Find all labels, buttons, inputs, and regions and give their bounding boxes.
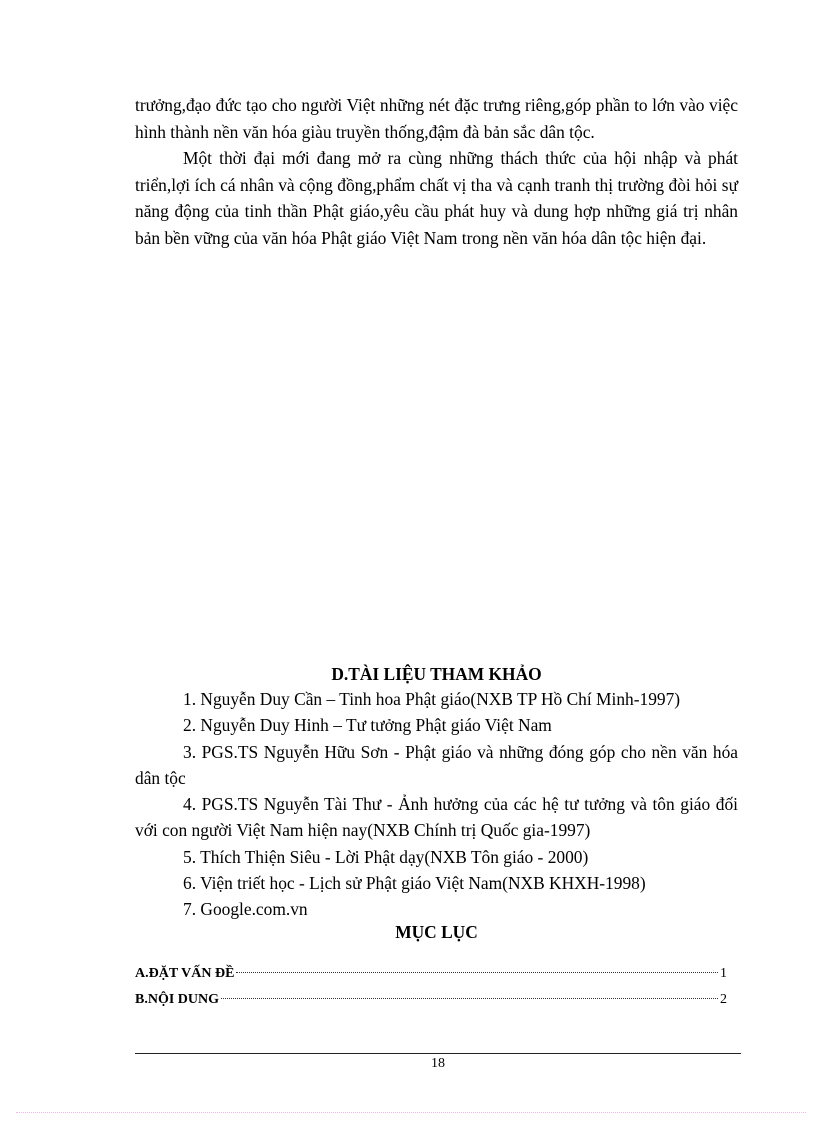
reference-item-7: 7. Google.com.vn	[183, 899, 308, 920]
toc-heading: MỤC LỤC	[395, 922, 478, 942]
toc-entry-label: B.NỘI DUNG	[135, 992, 220, 1007]
paragraph-1: trưởng,đạo đức tạo cho người Việt những nét đặc trưng riêng,góp phần to lớn vào việc hình thành nền văn hóa giàu truyền thống,đậm đà bản sắc dân tộc.	[135, 95, 738, 142]
footer-divider	[135, 1053, 741, 1054]
references-list	[135, 686, 738, 923]
toc-entry-dat-van-de[interactable]	[135, 963, 727, 989]
page-boundary-line	[16, 1112, 806, 1113]
toc-entry-page: 1	[720, 966, 727, 981]
reference-item-5: 5. Thích Thiện Siêu - Lời Phật dạy(NXB Tôn giáo - 2000)	[183, 846, 589, 867]
table-of-contents	[135, 963, 727, 1015]
reference-item-1: 1. Nguyễn Duy Cần – Tinh hoa Phật giáo(NXB TP Hồ Chí Minh-1997)	[183, 689, 681, 709]
reference-item-3: 3. PGS.TS Nguyễn Hữu Sơn - Phật giáo và những đóng góp cho nền văn hóa dân tộc	[135, 741, 738, 788]
toc-entry-noi-dung[interactable]	[135, 989, 727, 1015]
page-number: 18	[431, 1056, 445, 1071]
dot-leader	[236, 972, 718, 973]
toc-entry-label: A.ĐẶT VẤN ĐỀ	[135, 966, 235, 981]
dot-leader	[221, 998, 718, 999]
toc-entry-page: 2	[720, 992, 727, 1007]
paragraph-2: Một thời đại mới đang mở ra cùng những thách thức của hội nhập và phát triển,lợi ích cá nhân và cộng đồng,phẩm chất vị tha và cạnh tranh thị trường đòi hỏi sự năng động của tinh thần Phật giáo,yêu cầu phát huy và dung hợp những giá trị nhân bản bền vững của văn hóa Phật giáo Việt Nam trong nền văn hóa dân tộc hiện đại.	[135, 148, 738, 248]
reference-item-2: 2. Nguyễn Duy Hinh – Tư tưởng Phật giáo Việt Nam	[183, 715, 552, 736]
references-heading: D.TÀI LIỆU THAM KHẢO	[331, 664, 542, 684]
reference-item-6: 6. Viện triết học - Lịch sử Phật giáo Việt Nam(NXB KHXH-1998)	[183, 873, 646, 894]
reference-item-4: 4. PGS.TS Nguyễn Tài Thư - Ảnh hưởng của các hệ tư tưởng và tôn giáo đối với con người Việt Nam hiện nay(NXB Chính trị Quốc gia-1997)	[135, 794, 738, 841]
body-text	[135, 92, 738, 252]
